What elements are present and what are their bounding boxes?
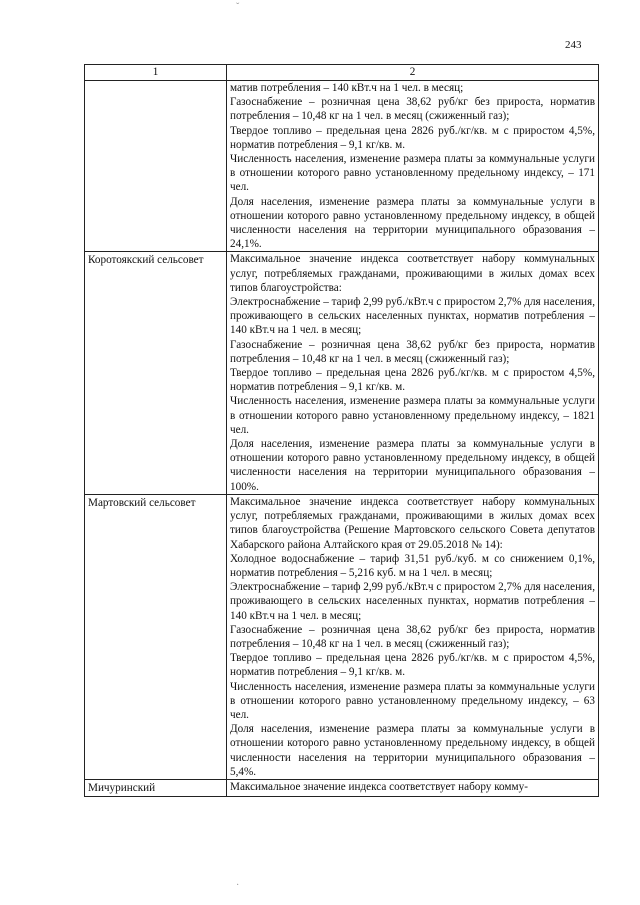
- table-row: [85, 779, 599, 796]
- table-row: [85, 81, 599, 252]
- table-row: [85, 494, 599, 779]
- description-paragraph: Холодное водоснабжение – тариф 31,51 руб./куб. м со снижением 0,1%, норматив потребления – 5,216 куб. м на 1 чел. в месяц;: [230, 552, 595, 579]
- services-table: [84, 64, 599, 797]
- description-paragraph: матив потребления – 140 кВт.ч на 1 чел. в месяц;: [230, 82, 464, 94]
- municipality-name: Коротоякский сельсовет: [85, 252, 227, 494]
- description-paragraph: Твердое топливо – предельная цена 2826 руб./кг/кв. м с приростом 4,5%, норматив потребления – 9,1 кг/кв. м.: [230, 124, 595, 151]
- page-number: 243: [565, 39, 582, 51]
- table-row: [85, 252, 599, 494]
- description-paragraph: Электроснабжение – тариф 2,99 руб./кВт.ч с приростом 2,7% для населения, проживающего в сельских населенных пунктах, норматив потребления – 140 кВт.ч на 1 чел. в месяц;: [230, 581, 595, 622]
- row-description: [227, 779, 599, 796]
- row-description: [227, 81, 599, 252]
- description-paragraph: Доля населения, изменение размера платы за коммунальные услуги в отношении которого равно установленному предельному индексу, в общей численности населения на территории муниципального образования – 100%.: [230, 438, 595, 493]
- row-description: [227, 252, 599, 494]
- description-paragraph: Газоснабжение – розничная цена 38,62 руб/кг без прироста, норматив потребления – 10,48 кг на 1 чел. в месяц (сжиженный газ);: [230, 96, 595, 123]
- municipality-name: [85, 81, 227, 252]
- table-header-row: [85, 65, 599, 81]
- description-paragraph: Твердое топливо – предельная цена 2826 руб./кг/кв. м с приростом 4,5%, норматив потребления – 9,1 кг/кв. м.: [230, 652, 595, 679]
- row-description: [227, 494, 599, 779]
- description-paragraph: Численность населения, изменение размера платы за коммунальные услуги в отношении которого равно установленному предельному индексу, – 171 чел.: [230, 153, 595, 194]
- description-paragraph: Доля населения, изменение размера платы за коммунальные услуги в отношении которого равно установленному предельному индексу, в общей численности населения на территории муниципального образования – 5,4%.: [230, 723, 595, 778]
- description-paragraph: Максимальное значение индекса соответствует набору комму-: [230, 780, 528, 793]
- description-paragraph: Доля населения, изменение размера платы за коммунальные услуги в отношении которого равно установленному предельному индексу, в общей численности населения на территории муниципального образования – 24,1%.: [230, 195, 595, 251]
- description-paragraph: Численность населения, изменение размера платы за коммунальные услуги в отношении которого равно установленному предельному индексу, – 63 чел.: [230, 680, 595, 721]
- column-header-2: 2: [227, 65, 599, 81]
- description-paragraph: Электроснабжение – тариф 2,99 руб./кВт.ч с приростом 2,7% для населения, проживающего в сельских населенных пунктах, норматив потребления – 140 кВт.ч на 1 чел. в месяц;: [230, 296, 595, 337]
- description-paragraph: Максимальное значение индекса соответствует набору коммунальных услуг, потребляемых гражданами, проживающими в жилых домах всех типов благоустройства:: [230, 253, 595, 294]
- column-header-1: 1: [85, 65, 227, 81]
- description-paragraph: Максимальное значение индекса соответствует набору коммунальных услуг, потребляемых гражданами, проживающими в жилых домах всех типов благоустройства (Решение Мартовского сельского Совета депутатов Хабарского района Алтайского края от 29.05.2018 № 14):: [230, 495, 595, 551]
- description-paragraph: Газоснабжение – розничная цена 38,62 руб/кг без прироста, норматив потребления – 10,48 кг на 1 чел. в месяц (сжиженный газ);: [230, 623, 595, 650]
- municipality-name: Мартовский сельсовет: [85, 494, 227, 779]
- description-paragraph: Твердое топливо – предельная цена 2826 руб./кг/кв. м с приростом 4,5%, норматив потребления – 9,1 кг/кв. м.: [230, 367, 595, 394]
- description-paragraph: Газоснабжение – розничная цена 38,62 руб/кг без прироста, норматив потребления – 10,48 кг на 1 чел. в месяц (сжиженный газ);: [230, 338, 595, 365]
- description-paragraph: Численность населения, изменение размера платы за коммунальные услуги в отношении которого равно установленному предельному индексу, – 1821 чел.: [230, 395, 595, 436]
- scan-mark-top: ˇ: [236, 2, 240, 13]
- municipality-name: Мичуринский: [85, 779, 227, 796]
- scan-mark-bottom: ·: [236, 880, 240, 891]
